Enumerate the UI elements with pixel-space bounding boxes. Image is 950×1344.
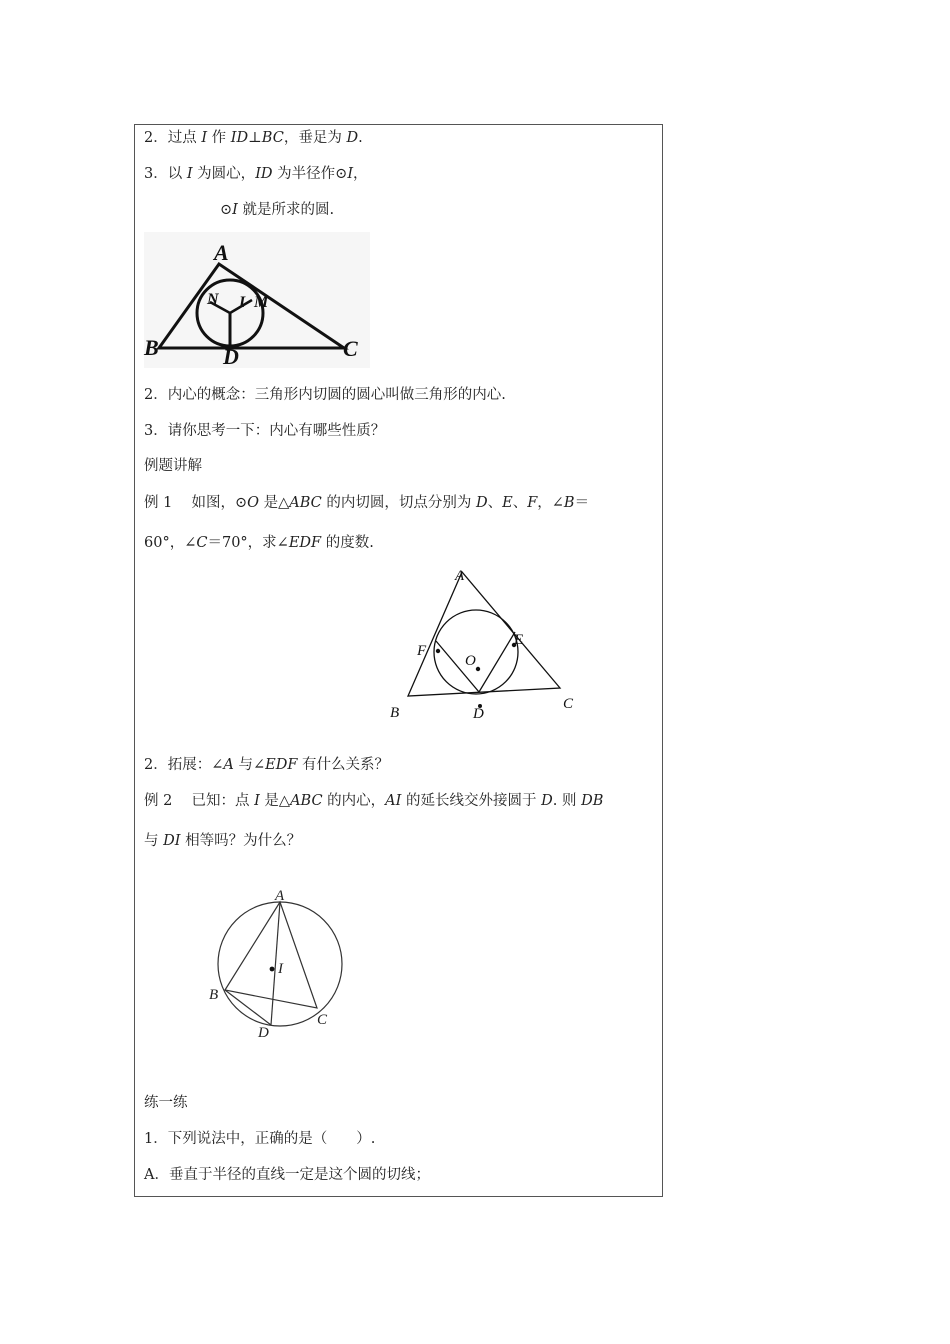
- text-fragment: ABC: [290, 793, 323, 809]
- practice-option-a: A．垂直于半径的直线一定是这个圆的切线；: [144, 1167, 430, 1183]
- text-fragment: ⊥: [248, 130, 262, 146]
- example-2-text: [144, 791, 603, 811]
- label-e: E: [514, 632, 524, 648]
- label-c: C: [343, 336, 358, 361]
- text-fragment: D: [541, 793, 553, 809]
- label-b: B: [209, 987, 219, 1003]
- label-i: I: [239, 294, 246, 311]
- text-fragment: ＝: [574, 495, 590, 511]
- label-n: N: [207, 291, 219, 308]
- label-a: A: [455, 568, 465, 584]
- example-1-figure: [390, 562, 590, 727]
- text-fragment: 例 1 如图，⊙: [144, 495, 248, 511]
- section-heading-examples: 例题讲解: [144, 458, 202, 474]
- text-fragment: . 则: [552, 793, 582, 809]
- step-2-text: [144, 128, 363, 148]
- text-fragment: 就是所求的圆.: [237, 202, 335, 218]
- text-fragment: 与: [144, 833, 164, 849]
- example-1-text: [144, 493, 589, 513]
- text-fragment: BC: [261, 130, 284, 146]
- text-fragment: 3．以: [144, 166, 187, 182]
- text-fragment: 有什么关系？: [297, 757, 390, 773]
- text-fragment: ，: [353, 166, 368, 182]
- text-fragment: 与∠: [233, 757, 266, 773]
- label-o: O: [465, 653, 476, 669]
- text-fragment: 相等吗？为什么？: [180, 833, 302, 849]
- segment-bd: [225, 990, 271, 1025]
- text-fragment: B: [563, 495, 575, 511]
- label-i: I: [278, 961, 283, 977]
- text-fragment: E: [502, 495, 513, 511]
- label-a: A: [275, 888, 285, 904]
- text-fragment: I: [254, 793, 260, 809]
- incircle-construction-figure: [144, 232, 370, 372]
- text-fragment: 的内心，: [322, 793, 386, 809]
- text-fragment: C: [196, 535, 208, 551]
- step-3-text: [144, 164, 368, 184]
- text-fragment: EDF: [265, 757, 298, 773]
- text-fragment: ID: [230, 130, 249, 146]
- label-b: B: [144, 335, 159, 360]
- label-d: D: [473, 706, 484, 722]
- example-2-figure: [205, 884, 355, 1044]
- text-fragment: 为圆心，: [192, 166, 256, 182]
- text-fragment: 60°，∠: [144, 535, 197, 551]
- text-fragment: ID: [255, 166, 273, 182]
- practice-question-1: 1．下列说法中，正确的是（ ）.: [144, 1131, 376, 1147]
- extension-question-text: [144, 755, 389, 775]
- conclusion-text: [220, 200, 334, 220]
- label-f: F: [417, 643, 427, 659]
- text-fragment: ⊙: [220, 202, 233, 218]
- text-fragment: ，垂足为: [283, 130, 347, 146]
- point-o: [476, 667, 480, 671]
- incircle: [434, 610, 518, 694]
- text-fragment: D: [346, 130, 359, 146]
- text-fragment: F: [527, 495, 538, 511]
- text-fragment: AI: [385, 793, 402, 809]
- text-fragment: 的度数.: [321, 535, 374, 551]
- text-fragment: I: [201, 130, 208, 146]
- text-fragment: DB: [581, 793, 604, 809]
- example-1-text-cont: [144, 533, 374, 553]
- text-fragment: I: [186, 166, 193, 182]
- label-d: D: [223, 344, 239, 369]
- text-fragment: 例 2 已知：点: [144, 793, 255, 809]
- text-fragment: ，∠: [537, 495, 564, 511]
- text-fragment: EDF: [288, 535, 322, 551]
- label-b: B: [390, 705, 400, 721]
- text-fragment: ABC: [289, 495, 322, 511]
- text-fragment: ＝70°，求∠: [207, 535, 289, 551]
- text-fragment: 、: [512, 495, 528, 511]
- text-fragment: DI: [163, 833, 181, 849]
- text-fragment: I: [347, 166, 354, 182]
- triangle-abc: [408, 572, 560, 696]
- label-c: C: [317, 1012, 328, 1028]
- text-fragment: 2．拓展：∠: [144, 757, 224, 773]
- point-f: [436, 649, 440, 653]
- text-fragment: D: [475, 495, 488, 511]
- think-question-text: 3．请你思考一下：内心有哪些性质？: [144, 423, 386, 439]
- text-fragment: 作: [207, 130, 231, 146]
- label-c: C: [563, 696, 574, 712]
- text-fragment: I: [232, 202, 238, 218]
- text-fragment: 、: [487, 495, 503, 511]
- example-2-text-cont: [144, 831, 301, 851]
- text-fragment: 的内切圆，切点分别为: [321, 495, 476, 511]
- point-i: [270, 967, 275, 972]
- incenter-concept-text: 2．内心的概念：三角形内切圆的圆心叫做三角形的内心.: [144, 387, 506, 403]
- text-fragment: A: [223, 757, 234, 773]
- text-fragment: 的延长线交外接圆于: [401, 793, 542, 809]
- text-fragment: 是△: [259, 793, 291, 809]
- label-a: A: [214, 240, 229, 265]
- text-fragment: 2．过点: [144, 130, 202, 146]
- label-d: D: [258, 1025, 269, 1041]
- text-fragment: O: [247, 495, 259, 511]
- section-heading-practice: 练一练: [144, 1095, 188, 1111]
- text-fragment: 是△: [258, 495, 290, 511]
- text-fragment: 为半径作⊙: [272, 166, 348, 182]
- text-fragment: .: [358, 130, 363, 146]
- label-m: M: [254, 294, 269, 311]
